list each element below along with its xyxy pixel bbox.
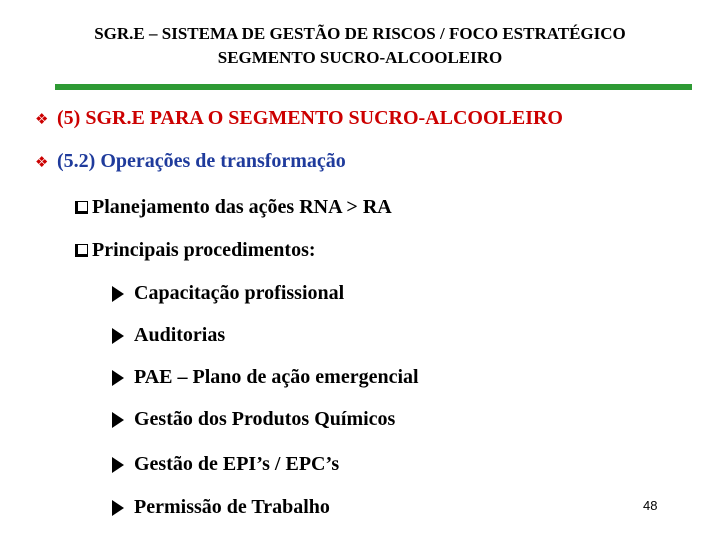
arrow-bullet-icon [112, 412, 124, 428]
square-bullet-icon [75, 201, 88, 214]
procedure-item [112, 496, 330, 519]
header-title: SGR.E – SISTEMA DE GESTÃO DE RISCOS / FOCO ESTRATÉGICO [94, 24, 626, 43]
page-number: 48 [643, 498, 658, 513]
procedure-item [112, 324, 225, 347]
procedure-item [112, 453, 339, 476]
subitem-planning [75, 196, 392, 219]
procedure-item [112, 408, 395, 431]
procedure-item [112, 366, 419, 389]
procedure-text: Auditorias [134, 324, 226, 346]
arrow-bullet-icon [112, 500, 124, 516]
header-subtitle: SEGMENTO SUCRO-ALCOOLEIRO [217, 48, 503, 67]
procedure-text: Gestão dos Produtos Químicos [134, 408, 396, 430]
procedure-text: Gestão de EPI’s / EPC’s [134, 453, 340, 475]
arrow-bullet-icon [112, 328, 124, 344]
section-heading-text: (5.2) Operações de transformação [57, 150, 346, 172]
subitem-text: Planejamento das ações RNA > RA [92, 196, 392, 218]
procedure-text: PAE – Plano de ação emergencial [134, 366, 419, 388]
header-divider [55, 84, 692, 90]
procedure-text: Capacitação profissional [134, 282, 345, 304]
square-bullet-icon [75, 244, 88, 257]
subitem-procedures [75, 239, 316, 262]
subitem-text: Principais procedimentos: [92, 239, 316, 261]
diamond-bullet-icon: ❖ [35, 109, 49, 128]
section-heading-text: (5) SGR.E PARA O SEGMENTO SUCRO-ALCOOLEIRO [57, 107, 563, 129]
arrow-bullet-icon [112, 457, 124, 473]
arrow-bullet-icon [112, 370, 124, 386]
section-heading-1 [35, 107, 563, 130]
diamond-bullet-icon: ❖ [35, 152, 49, 171]
section-heading-2 [35, 150, 346, 173]
procedure-text: Permissão de Trabalho [134, 496, 330, 518]
arrow-bullet-icon [112, 286, 124, 302]
procedure-item [112, 282, 344, 305]
slide-header [0, 22, 720, 70]
